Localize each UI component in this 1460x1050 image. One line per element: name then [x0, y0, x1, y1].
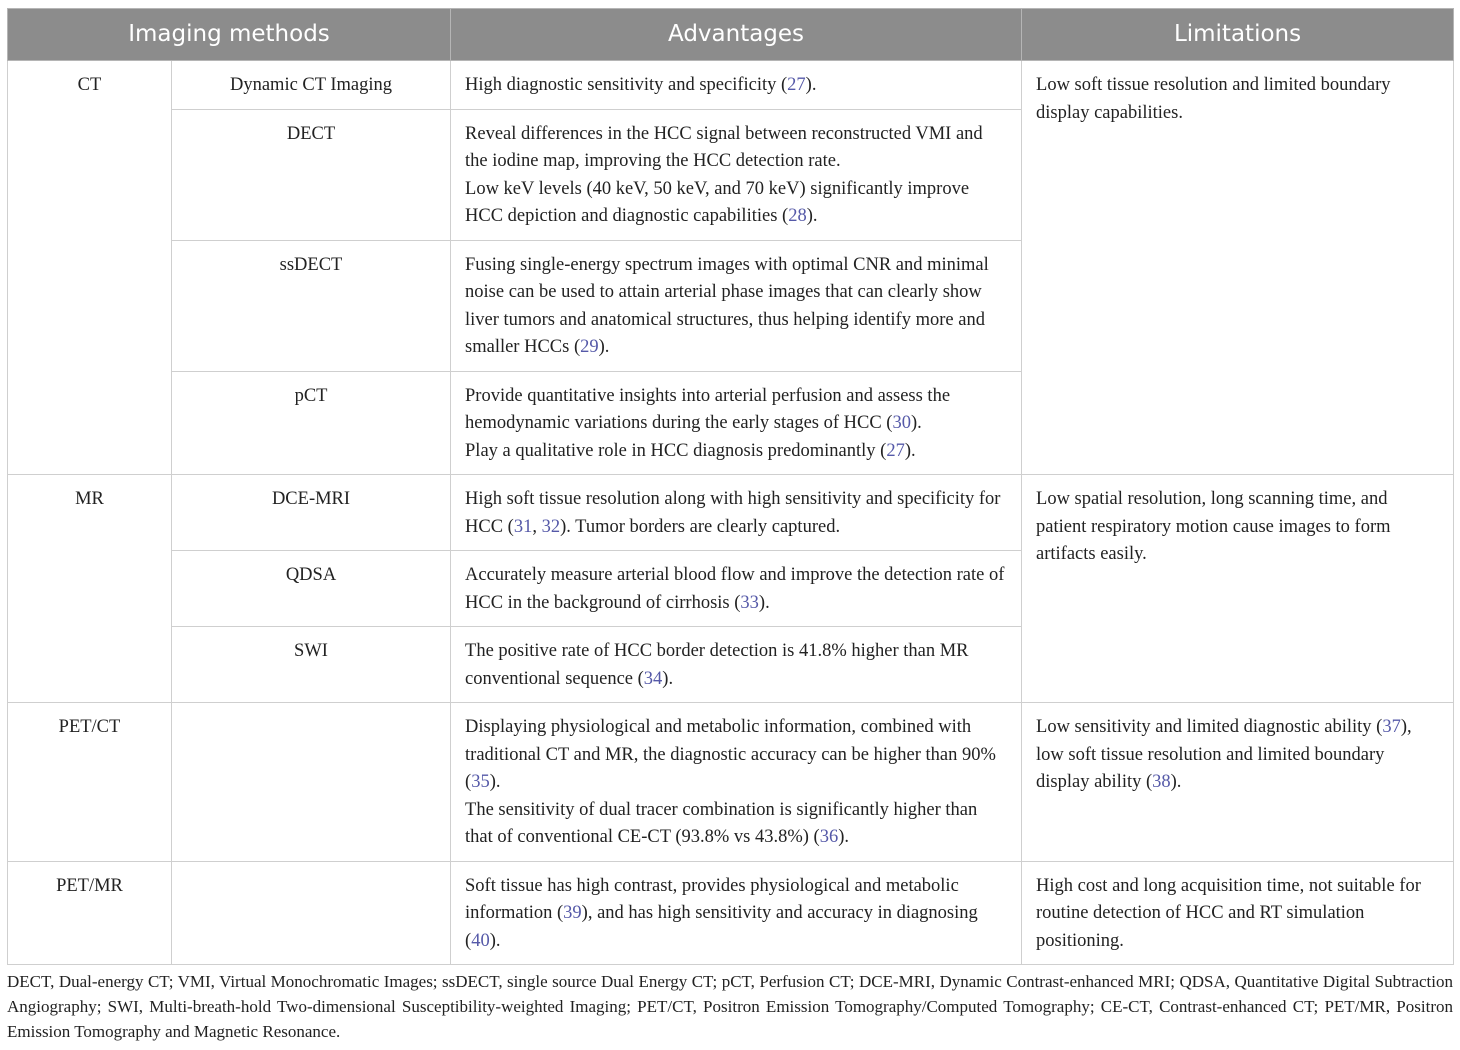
reference-link[interactable]: 30 — [892, 413, 911, 433]
advantage-dce-mri: High soft tissue resolution along with high sensitivity and specificity for HCC (31, 32). Tumor borders are clearly captured. — [451, 475, 1022, 551]
method-pct: pCT — [172, 371, 451, 475]
method-dynamic-ct: Dynamic CT Imaging — [172, 61, 451, 110]
limitation-mr: Low spatial resolution, long scanning time, and patient respiratory motion cause images to form artifacts easily. — [1022, 475, 1454, 703]
table-row — [8, 475, 1454, 551]
reference-link[interactable]: 39 — [563, 903, 582, 923]
imaging-methods-table — [7, 8, 1454, 965]
group-label-pet-mr: PET/MR — [8, 861, 172, 965]
reference-link[interactable]: 27 — [886, 440, 905, 461]
group-label-pet-ct: PET/CT — [8, 703, 172, 862]
reference-link[interactable]: 33 — [740, 592, 759, 613]
reference-link[interactable]: 35 — [471, 772, 490, 792]
header-imaging-methods: Imaging methods — [8, 9, 451, 61]
header-advantages: Advantages — [451, 9, 1022, 61]
advantage-pet-mr: Soft tissue has high contrast, provides physiological and metabolic information (39), and has high sensitivity and accuracy in diagnosing (40). — [451, 861, 1022, 965]
method-swi: SWI — [172, 627, 451, 703]
header-limitations: Limitations — [1022, 9, 1454, 61]
group-label-mr: MR — [8, 475, 172, 703]
method-qdsa: QDSA — [172, 551, 451, 627]
reference-link[interactable]: 34 — [643, 668, 663, 689]
table-row — [8, 703, 1454, 862]
advantage-swi: The positive rate of HCC border detection is 41.8% higher than MR conventional sequence (34). — [451, 627, 1022, 703]
advantage-dect: Reveal differences in the HCC signal between reconstructed VMI and the iodine map, improving the HCC detection rate. Low keV levels (40 keV, 50 keV, and 70 keV) significantly improve HCC depiction and diagnostic capabilities (28). — [451, 109, 1022, 240]
reference-link[interactable]: 28 — [788, 206, 807, 226]
advantage-pet-ct: Displaying physiological and metabolic information, combined with traditional CT and MR, the diagnostic accuracy can be higher than 90% (35). The sensitivity of dual tracer combination is significantly higher than that of conventional CE-CT (93.8% vs 43.8%) (36). — [451, 703, 1022, 862]
method-pet-ct — [172, 703, 451, 862]
reference-link[interactable]: 27 — [787, 75, 806, 95]
reference-link[interactable]: 29 — [580, 337, 599, 357]
advantage-pct: Provide quantitative insights into arterial perfusion and assess the hemodynamic variations during the early stages of HCC (30). Play a qualitative role in HCC diagnosis predominantly (27). — [451, 371, 1022, 475]
limitation-pet-ct: Low sensitivity and limited diagnostic ability (37), low soft tissue resolution and limited boundary display ability (38). — [1022, 703, 1454, 862]
advantage-dynamic-ct: High diagnostic sensitivity and specificity (27). — [451, 61, 1022, 110]
table-footnote: DECT, Dual-energy CT; VMI, Virtual Monochromatic Images; ssDECT, single source Dual Energy CT; pCT, Perfusion CT; DCE-MRI, Dynamic Contrast-enhanced MRI; QDSA, Quantitative Digital Subtraction Angiography; SWI, Multi-breath-hold Two-dimensional Susceptibility-weighted Imaging; PET/CT, Positron Emission Tomography/Computed Tomography; CE-CT, Contrast-enhanced CT; PET/MR, Positron Emission Tomography and Magnetic Resonance. — [7, 972, 1453, 1041]
method-dect: DECT — [172, 109, 451, 240]
table-row — [8, 861, 1454, 965]
reference-link[interactable]: 40 — [471, 930, 490, 951]
header-row — [8, 9, 1454, 61]
method-ssdect: ssDECT — [172, 240, 451, 371]
advantage-ssdect: Fusing single-energy spectrum images with optimal CNR and minimal noise can be used to attain arterial phase images that can clearly show liver tumors and anatomical structures, thus helping identify more and smaller HCCs (29). — [451, 240, 1022, 371]
group-label-ct: CT — [8, 61, 172, 475]
reference-link[interactable]: 31 — [513, 516, 533, 537]
reference-link[interactable]: 38 — [1152, 772, 1171, 792]
reference-link[interactable]: 37 — [1382, 717, 1401, 737]
method-dce-mri: DCE-MRI — [172, 475, 451, 551]
limitation-ct: Low soft tissue resolution and limited boundary display capabilities. — [1022, 61, 1454, 475]
reference-link[interactable]: 32 — [541, 516, 561, 537]
method-pet-mr — [172, 861, 451, 965]
advantage-qdsa: Accurately measure arterial blood flow and improve the detection rate of HCC in the background of cirrhosis (33). — [451, 551, 1022, 627]
table-row — [8, 61, 1454, 110]
reference-link[interactable]: 36 — [819, 827, 839, 847]
limitation-pet-mr: High cost and long acquisition time, not suitable for routine detection of HCC and RT simulation positioning. — [1022, 861, 1454, 965]
